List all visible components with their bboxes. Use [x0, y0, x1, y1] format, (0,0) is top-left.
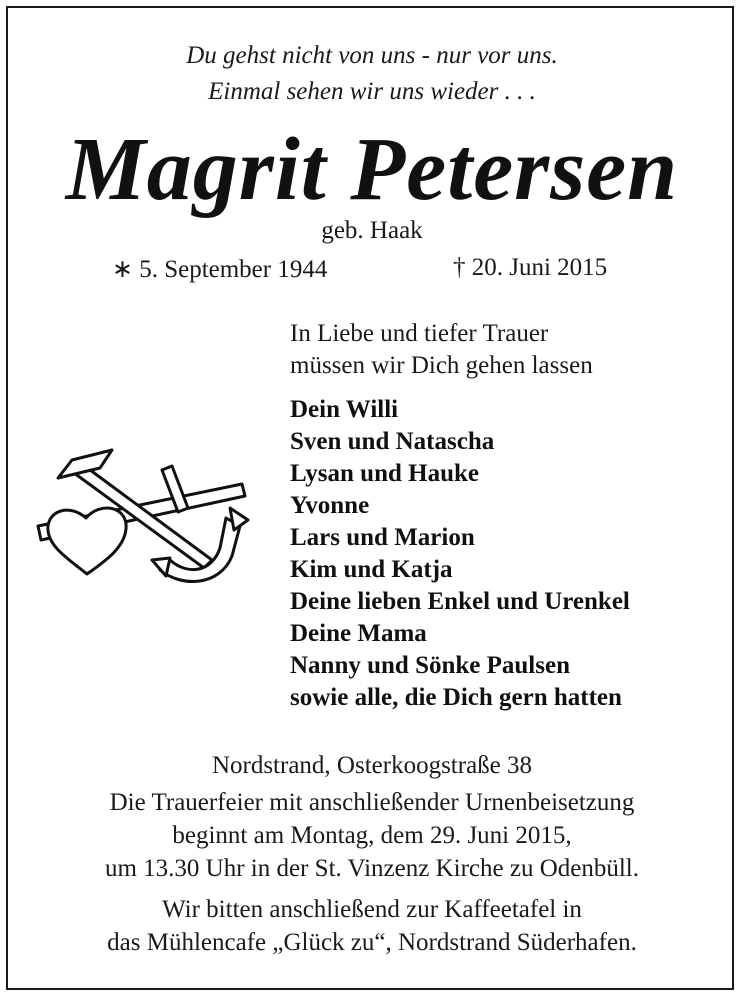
address: Nordstrand, Osterkoogstraße 38 — [211, 752, 533, 779]
deceased-name: Magrit Petersen — [65, 120, 679, 219]
invitation-line-2: das Mühlencafe „Glück zu“, Nordstrand Süderhafen. — [107, 929, 637, 956]
motto-line-1: Du gehst nicht von uns - nur vor uns. — [186, 42, 558, 69]
born-name: geb. Haak — [321, 217, 423, 244]
mourner-entry: Lysan und Hauke — [290, 460, 479, 487]
ceremony-line-3: um 13.30 Uhr in der St. Vinzenz Kirche zu Odenbüll. — [104, 855, 640, 882]
birth-date: ∗ 5. September 1944 — [112, 256, 328, 283]
intro-line-1: In Liebe und tiefer Trauer — [290, 320, 549, 347]
motto-line-2: Einmal sehen wir uns wieder . . . — [208, 78, 536, 105]
mourner-entry: Deine Mama — [290, 620, 427, 647]
death-date: † 20. Juni 2015 — [453, 254, 608, 281]
mourner-entry: Dein Willi — [290, 396, 399, 423]
mourner-entry: Yvonne — [290, 492, 370, 519]
mourner-entry: sowie alle, die Dich gern hatten — [290, 684, 622, 711]
intro-line-2: müssen wir Dich gehen lassen — [290, 352, 593, 379]
mourner-entry: Kim und Katja — [290, 556, 453, 583]
mourner-entry: Lars und Marion — [290, 524, 475, 551]
invitation-line-1: Wir bitten anschließend zur Kaffeetafel in — [162, 896, 582, 923]
mourner-entry: Sven und Natascha — [290, 428, 495, 455]
mourner-entry: Nanny und Sönke Paulsen — [290, 652, 570, 679]
ceremony-line-1: Die Trauerfeier mit anschließender Urnenbeisetzung — [109, 789, 635, 816]
ceremony-line-2: beginnt am Montag, dem 29. Juni 2015, — [172, 822, 572, 849]
mourner-entry: Deine lieben Enkel und Urenkel — [290, 588, 630, 615]
cross-anchor-heart-icon — [20, 448, 250, 590]
